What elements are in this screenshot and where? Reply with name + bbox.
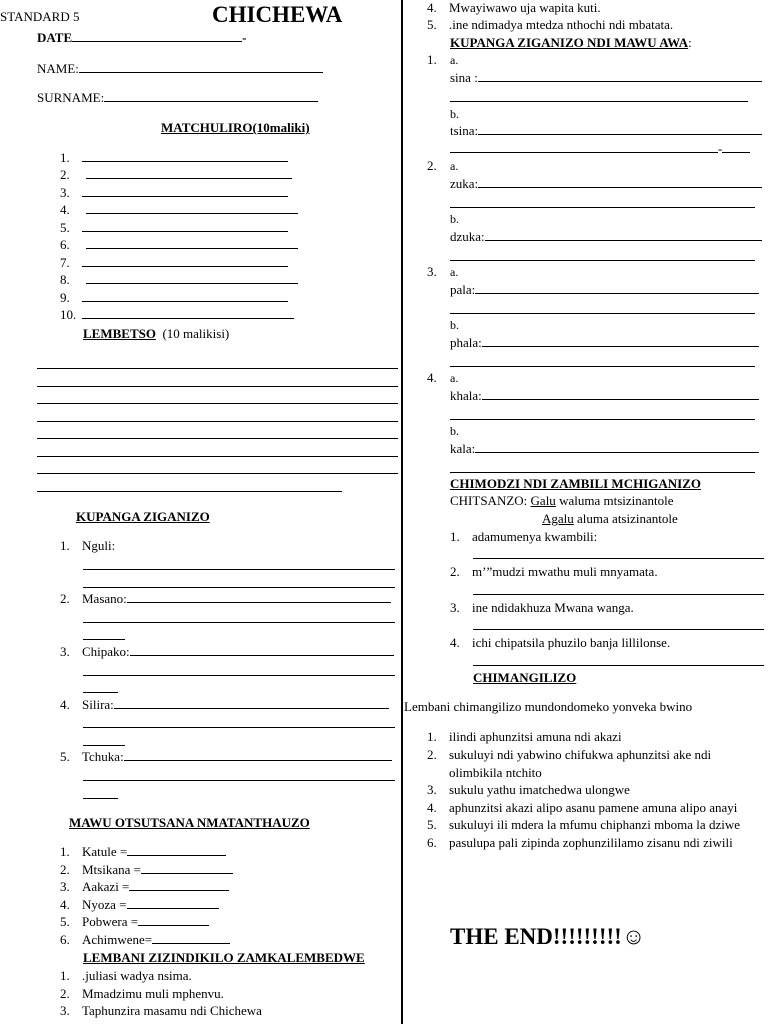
punctuation-title: LEMBANI ZIZINDIKILO ZAMKALEMBEDWE	[83, 950, 365, 965]
list-item[interactable]: 7.	[60, 255, 288, 271]
list-item[interactable]: 4. Silira:	[60, 697, 389, 713]
sentence-field[interactable]: phala:	[450, 335, 759, 351]
list-item[interactable]: 2. Masano:	[60, 591, 391, 607]
list-item: 1. adamumenya kwambili:	[450, 529, 598, 544]
list-item[interactable]: 3. Aakazi =	[60, 879, 229, 895]
list-item: 2. Mmadzimu muli mphenvu.	[60, 986, 224, 1001]
name-blank[interactable]	[79, 61, 323, 73]
composition-title: LEMBETSO	[83, 326, 156, 341]
name-field[interactable]	[37, 61, 323, 77]
sentences2-heading: KUPANGA ZIGANIZO NDI MAWU AWA:	[450, 35, 692, 50]
dictation-title: MATCHULIRO(10maliki)	[161, 120, 310, 135]
date-blank[interactable]	[72, 30, 242, 42]
list-item: 1. ilindi aphunzitsi amuna ndi akazi	[427, 729, 622, 744]
list-item: 3. sukulu yathu imatchedwa ulongwe	[427, 782, 630, 797]
list-item[interactable]: 6. Achimwene=	[60, 932, 230, 948]
sentence-field[interactable]: tsina:	[450, 123, 762, 139]
sentence-field[interactable]: sina :	[450, 70, 762, 86]
list-item[interactable]: 6.	[60, 237, 298, 253]
sentence-field[interactable]: zuka:	[450, 176, 762, 192]
sentences-title: KUPANGA ZIGANIZO	[76, 509, 210, 524]
list-item[interactable]: 3. Chipako:	[60, 644, 394, 660]
list-item[interactable]: 1.	[60, 150, 288, 166]
date-field[interactable]: DATE -	[37, 30, 247, 45]
list-item[interactable]: 5. Tchuka:	[60, 749, 392, 765]
list-item: 2. sukuluyi ndi yabwino chifukwa aphunzitsi ake ndi	[427, 747, 712, 762]
surname-blank[interactable]	[104, 90, 318, 102]
list-item: 5. .ine ndimadya mtedza nthochi ndi mbatata.	[427, 17, 674, 32]
list-item: 1. .juliasi wadya nsima.	[60, 968, 192, 983]
smiley-icon: ☺	[621, 924, 646, 949]
list-item[interactable]: 3.	[60, 185, 288, 201]
subject-title: CHICHEWA	[212, 2, 343, 27]
list-item[interactable]: 4.	[60, 202, 298, 218]
sentences2-title: KUPANGA ZIGANIZO NDI MAWU AWA	[450, 35, 689, 50]
list-item[interactable]: 2. Mtsikana =	[60, 862, 233, 878]
list-item[interactable]: 9.	[60, 290, 288, 306]
list-item: 6. pasulupa pali zipinda zophunzililamo zisanu ndi ziwili	[427, 835, 733, 850]
plural-example-2: Agalu aluma atsizinantole	[542, 511, 678, 526]
sentence-field[interactable]: pala:	[450, 282, 759, 298]
sentence-field[interactable]: dzuka:	[450, 229, 762, 245]
list-item[interactable]: 5. Pobwera =	[60, 914, 209, 930]
surname-label: SURNAME:	[37, 90, 105, 105]
composition-heading	[83, 326, 229, 342]
the-end: THE END!!!!!!!!!☺	[450, 924, 646, 949]
plural-title: CHIMODZI NDI ZAMBILI MCHIGANIZO	[450, 476, 701, 491]
list-item[interactable]: 8.	[60, 272, 298, 288]
list-item[interactable]: 1. Katule =	[60, 844, 226, 860]
sentence-field[interactable]: kala:	[450, 441, 759, 457]
list-item: 2. m’”mudzi mwathu muli mnyamata.	[450, 564, 658, 579]
plural-example-1: CHITSANZO: Galu waluma mtsizinantole	[450, 493, 674, 508]
list-item: 4. Mwayiwawo uja wapita kuti.	[427, 0, 601, 15]
list-item: 3. ine ndidakhuza Mwana wanga.	[450, 600, 634, 615]
comprehension-title: CHIMANGILIZO	[473, 670, 577, 685]
column-divider	[401, 0, 403, 1024]
name-label: NAME:	[37, 61, 79, 76]
opposites-title: MAWU OTSUTSANA NMATANTHAUZO	[69, 815, 310, 830]
list-item: 4. aphunzitsi akazi alipo asanu pamene amuna alipo anayi	[427, 800, 738, 815]
comprehension-instruction: Lembani chimangilizo mundondomeko yonveka bwino	[404, 699, 693, 714]
list-item[interactable]: 10.	[60, 307, 294, 323]
list-item: 3. Taphunzira masamu ndi Chichewa	[60, 1003, 262, 1018]
list-item[interactable]: 4. Nyoza =	[60, 897, 219, 913]
list-item[interactable]: 5.	[60, 220, 288, 236]
list-item: 4. ichi chipatsila phuzilo banja lillilonse.	[450, 635, 671, 650]
sentence-field[interactable]: khala:	[450, 388, 759, 404]
composition-marks: (10 malikisi)	[162, 326, 230, 341]
list-item[interactable]: 1. Nguli:	[60, 538, 116, 553]
date-label: DATE	[37, 30, 73, 45]
list-item: 5. sukuluyi ili mdera la mfumu chiphanzi mboma la dziwe	[427, 817, 740, 832]
surname-field[interactable]	[37, 90, 318, 106]
list-item[interactable]: 2.	[60, 167, 292, 183]
standard-label: STANDARD 5	[0, 9, 80, 24]
